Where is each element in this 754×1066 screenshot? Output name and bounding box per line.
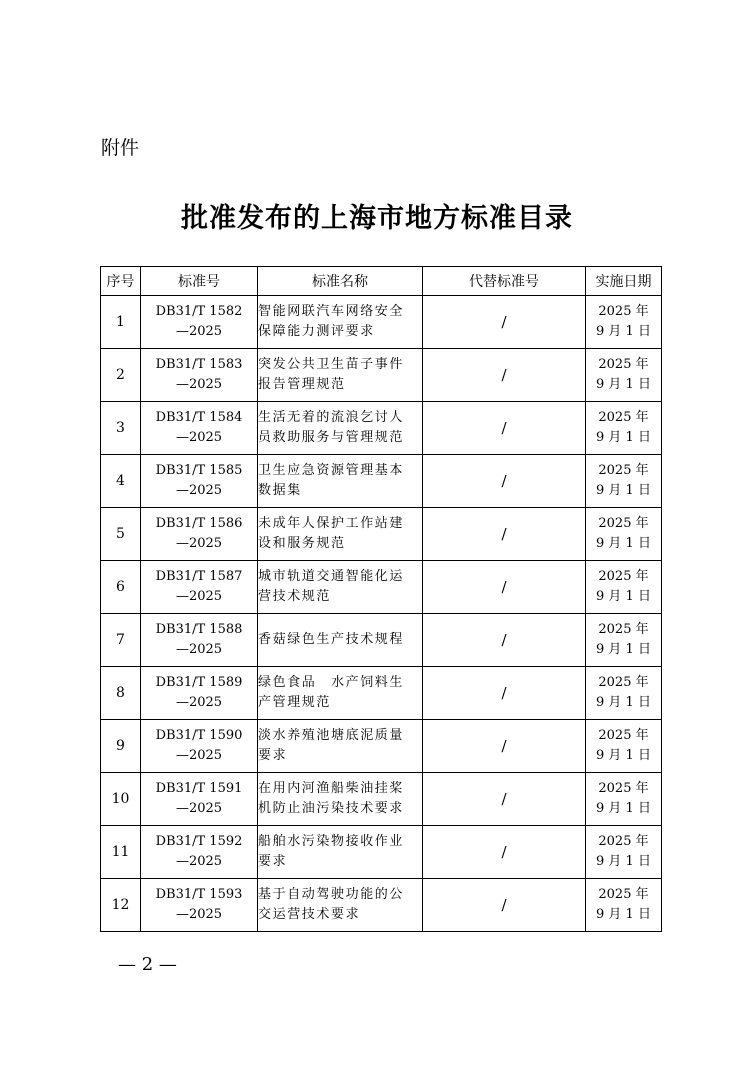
code-text-line1: DB31/T 1593 <box>155 887 243 902</box>
name-cell <box>258 773 423 826</box>
table-row <box>101 561 662 614</box>
code-text-line2: —2025 <box>175 483 223 498</box>
replaced-cell <box>423 614 586 667</box>
code-text-line1: DB31/T 1590 <box>155 728 243 743</box>
code-cell <box>141 296 258 349</box>
seq-cell <box>101 349 141 402</box>
date-text-line1: 2025 年 <box>598 410 649 425</box>
seq-cell <box>101 508 141 561</box>
code-text-line1: DB31/T 1591 <box>155 781 243 796</box>
code-cell <box>141 614 258 667</box>
code-text-line2: —2025 <box>175 748 223 763</box>
name-cell <box>258 296 423 349</box>
date-cell <box>586 720 662 773</box>
replaced-text: / <box>501 525 507 543</box>
seq-cell <box>101 720 141 773</box>
date-text-line2: 9 月 1 日 <box>596 854 651 869</box>
code-text-line2: —2025 <box>175 430 223 445</box>
code-cell <box>141 455 258 508</box>
replaced-cell <box>423 402 586 455</box>
name-cell <box>258 826 423 879</box>
seq-cell <box>101 667 141 720</box>
code-cell <box>141 508 258 561</box>
seq-text: 3 <box>116 420 125 436</box>
code-text-line2: —2025 <box>175 695 223 710</box>
replaced-text: / <box>501 631 507 649</box>
replaced-text: / <box>501 684 507 702</box>
replaced-text: / <box>501 737 507 755</box>
name-text-line1: 卫生应急资源管理基本 <box>258 463 405 478</box>
replaced-cell <box>423 455 586 508</box>
name-text-line1: 未成年人保护工作站建 <box>258 516 405 531</box>
code-text-line2: —2025 <box>175 907 223 922</box>
replaced-cell <box>423 826 586 879</box>
table-row <box>101 402 662 455</box>
seq-text: 2 <box>116 367 125 383</box>
name-text-line2: 机防止油污染技术要求 <box>258 801 405 816</box>
document-title: 批准发布的上海市地方标准目录 <box>181 203 573 234</box>
date-text-line1: 2025 年 <box>598 357 649 372</box>
date-text-line2: 9 月 1 日 <box>596 377 651 392</box>
date-text-line1: 2025 年 <box>598 304 649 319</box>
replaced-text: / <box>501 896 507 914</box>
name-text-line1: 淡水养殖池塘底泥质量 <box>258 728 405 743</box>
header-seq: 序号 <box>101 267 141 296</box>
replaced-text: / <box>501 366 507 384</box>
table-row <box>101 349 662 402</box>
name-text-line1: 突发公共卫生苗子事件 <box>258 357 405 372</box>
name-cell <box>258 614 423 667</box>
name-text-line2: 数据集 <box>258 483 302 498</box>
seq-cell <box>101 879 141 932</box>
code-text-line1: DB31/T 1584 <box>155 410 243 425</box>
name-text-line1: 绿色食品 水产饲料生 <box>258 675 405 690</box>
replaced-text: / <box>501 843 507 861</box>
seq-text: 6 <box>116 579 125 595</box>
name-text-line1: 香菇绿色生产技术规程 <box>258 632 405 647</box>
table-header-row <box>101 267 662 296</box>
date-cell <box>586 773 662 826</box>
replaced-cell <box>423 296 586 349</box>
table-row <box>101 720 662 773</box>
seq-cell <box>101 296 141 349</box>
date-text-line2: 9 月 1 日 <box>596 748 651 763</box>
date-text-line1: 2025 年 <box>598 463 649 478</box>
seq-cell <box>101 826 141 879</box>
name-cell <box>258 667 423 720</box>
table-row <box>101 508 662 561</box>
name-cell <box>258 879 423 932</box>
table-body <box>101 296 662 932</box>
code-text-line1: DB31/T 1585 <box>155 463 243 478</box>
name-text-line1: 城市轨道交通智能化运 <box>258 569 405 584</box>
seq-cell <box>101 561 141 614</box>
name-text-line1: 船舶水污染物接收作业 <box>258 834 405 849</box>
date-text-line2: 9 月 1 日 <box>596 907 651 922</box>
seq-text: 8 <box>116 685 125 701</box>
name-text-line2: 产管理规范 <box>258 695 332 710</box>
name-text-line2: 要求 <box>258 748 288 763</box>
date-text-line1: 2025 年 <box>598 675 649 690</box>
date-cell <box>586 826 662 879</box>
date-text-line1: 2025 年 <box>598 834 649 849</box>
date-text-line1: 2025 年 <box>598 728 649 743</box>
name-text-line2: 保障能力测评要求 <box>258 324 375 339</box>
replaced-cell <box>423 667 586 720</box>
code-text-line1: DB31/T 1589 <box>155 675 243 690</box>
replaced-cell <box>423 508 586 561</box>
seq-cell <box>101 773 141 826</box>
table-row <box>101 667 662 720</box>
seq-cell <box>101 455 141 508</box>
code-text-line1: DB31/T 1592 <box>155 834 243 849</box>
date-text-line2: 9 月 1 日 <box>596 483 651 498</box>
replaced-cell <box>423 720 586 773</box>
date-cell <box>586 296 662 349</box>
name-cell <box>258 561 423 614</box>
seq-cell <box>101 614 141 667</box>
code-text-line2: —2025 <box>175 589 223 604</box>
code-text-line1: DB31/T 1582 <box>155 304 243 319</box>
header-effective-date: 实施日期 <box>586 267 662 296</box>
name-cell <box>258 402 423 455</box>
name-text-line2: 营技术规范 <box>258 589 332 604</box>
replaced-text: / <box>501 419 507 437</box>
date-cell <box>586 879 662 932</box>
date-text-line2: 9 月 1 日 <box>596 695 651 710</box>
date-cell <box>586 455 662 508</box>
replaced-cell <box>423 879 586 932</box>
seq-cell <box>101 402 141 455</box>
code-text-line1: DB31/T 1583 <box>155 357 243 372</box>
replaced-cell <box>423 773 586 826</box>
seq-text: 5 <box>116 526 125 542</box>
code-text-line1: DB31/T 1587 <box>155 569 243 584</box>
date-text-line2: 9 月 1 日 <box>596 589 651 604</box>
name-text-line2: 员救助服务与管理规范 <box>258 430 405 445</box>
date-text-line2: 9 月 1 日 <box>596 430 651 445</box>
code-text-line1: DB31/T 1588 <box>155 622 243 637</box>
code-cell <box>141 826 258 879</box>
replaced-cell <box>423 349 586 402</box>
seq-text: 9 <box>116 738 125 754</box>
seq-text: 7 <box>116 632 125 648</box>
replaced-text: / <box>501 578 507 596</box>
header-replaced: 代替标准号 <box>423 267 586 296</box>
code-text-line2: —2025 <box>175 801 223 816</box>
date-cell <box>586 667 662 720</box>
date-text-line1: 2025 年 <box>598 622 649 637</box>
table-row <box>101 879 662 932</box>
header-code: 标准号 <box>141 267 258 296</box>
date-text-line1: 2025 年 <box>598 569 649 584</box>
seq-text: 11 <box>111 844 130 860</box>
header-name: 标准名称 <box>258 267 423 296</box>
name-cell <box>258 455 423 508</box>
code-text-line2: —2025 <box>175 536 223 551</box>
replaced-text: / <box>501 313 507 331</box>
name-cell <box>258 720 423 773</box>
table-row <box>101 773 662 826</box>
date-cell <box>586 349 662 402</box>
date-text-line1: 2025 年 <box>598 781 649 796</box>
standards-table <box>100 266 662 932</box>
code-text-line1: DB31/T 1586 <box>155 516 243 531</box>
replaced-text: / <box>501 790 507 808</box>
code-cell <box>141 349 258 402</box>
code-cell <box>141 773 258 826</box>
replaced-cell <box>423 561 586 614</box>
name-text-line1: 智能网联汽车网络安全 <box>258 304 405 319</box>
name-text-line2: 交运营技术要求 <box>258 907 361 922</box>
name-text-line2: 设和服务规范 <box>258 536 346 551</box>
date-cell <box>586 508 662 561</box>
date-text-line2: 9 月 1 日 <box>596 536 651 551</box>
table-row <box>101 296 662 349</box>
date-cell <box>586 561 662 614</box>
seq-text: 1 <box>116 314 125 330</box>
code-cell <box>141 667 258 720</box>
date-text-line2: 9 月 1 日 <box>596 801 651 816</box>
code-cell <box>141 402 258 455</box>
seq-text: 10 <box>111 791 130 807</box>
name-text-line1: 基于自动驾驶功能的公 <box>258 887 405 902</box>
name-text-line2: 报告管理规范 <box>258 377 346 392</box>
date-cell <box>586 402 662 455</box>
table-row <box>101 826 662 879</box>
code-cell <box>141 720 258 773</box>
seq-text: 12 <box>111 897 130 913</box>
name-text-line1: 在用内河渔船柴油挂桨 <box>258 781 405 796</box>
name-text-line2: 要求 <box>258 854 288 869</box>
date-text-line1: 2025 年 <box>598 516 649 531</box>
name-cell <box>258 508 423 561</box>
attachment-label: 附件 <box>101 137 140 159</box>
code-cell <box>141 561 258 614</box>
code-cell <box>141 879 258 932</box>
name-text-line1: 生活无着的流浪乞讨人 <box>258 410 405 425</box>
code-text-line2: —2025 <box>175 324 223 339</box>
date-text-line2: 9 月 1 日 <box>596 642 651 657</box>
date-cell <box>586 614 662 667</box>
code-text-line2: —2025 <box>175 854 223 869</box>
code-text-line2: —2025 <box>175 377 223 392</box>
name-cell <box>258 349 423 402</box>
table-row <box>101 614 662 667</box>
replaced-text: / <box>501 472 507 490</box>
table-row <box>101 455 662 508</box>
seq-text: 4 <box>116 473 125 489</box>
date-text-line2: 9 月 1 日 <box>596 324 651 339</box>
code-text-line2: —2025 <box>175 642 223 657</box>
date-text-line1: 2025 年 <box>598 887 649 902</box>
page-number: — 2 — <box>118 954 177 975</box>
